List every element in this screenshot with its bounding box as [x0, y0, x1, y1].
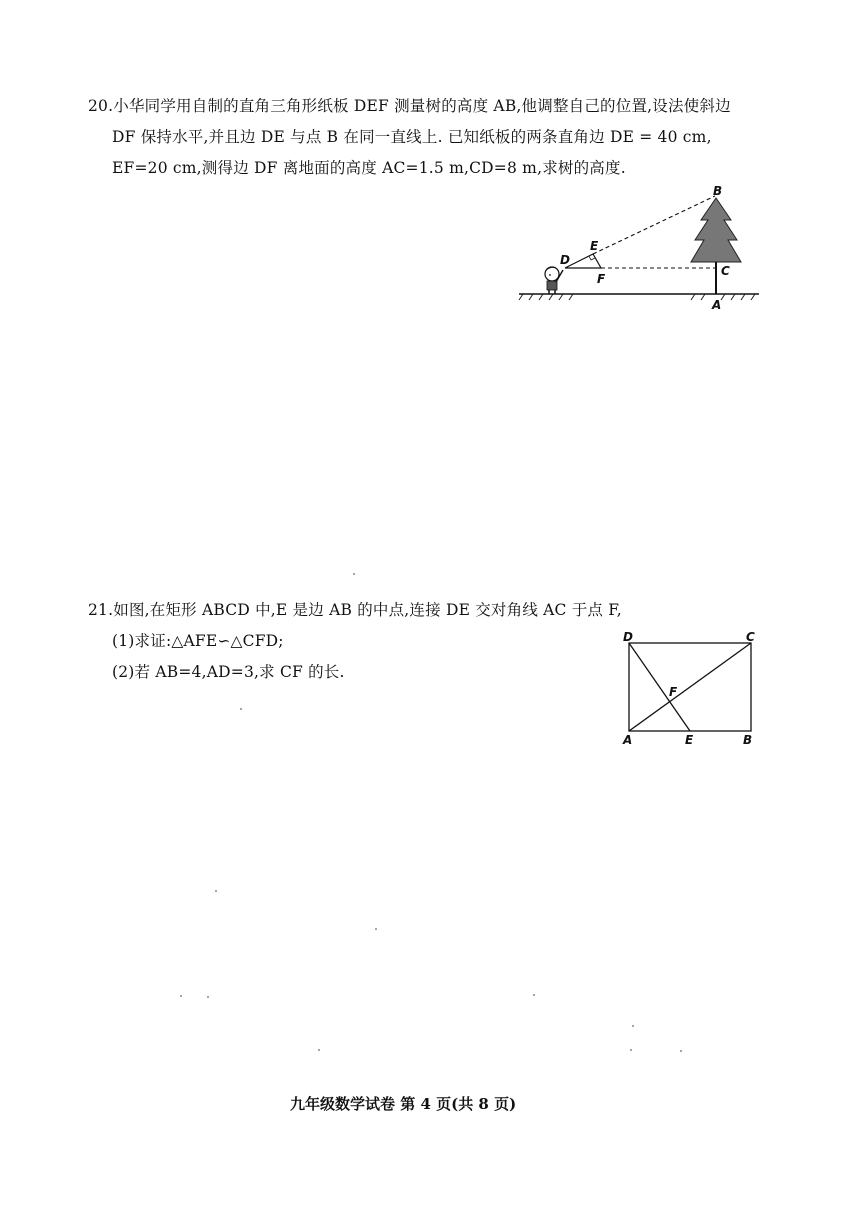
label-b: B	[713, 184, 723, 198]
problem-21-line-1: 21.如图,在矩形 ABCD 中,E 是边 AB 的中点,连接 DE 交对角线 AC 于点 F,	[88, 601, 622, 619]
scan-speck	[632, 1025, 634, 1027]
scan-speck	[207, 996, 209, 998]
problem-21-part-2: (2)若 AB=4,AD=3,求 CF 的长.	[112, 663, 345, 681]
label-d: D	[560, 253, 570, 267]
scan-speck	[240, 708, 242, 710]
rectangle-figure	[615, 628, 765, 750]
sight-line-db	[593, 196, 715, 254]
scan-speck	[318, 1049, 320, 1051]
scan-speck	[375, 928, 377, 930]
scan-speck	[215, 890, 217, 892]
label-e: E	[685, 733, 694, 747]
problem-20-line-3: EF=20 cm,测得边 DF 离地面的高度 AC=1.5 m,CD=8 m,求树的高度.	[112, 159, 626, 177]
scan-speck	[353, 573, 355, 575]
segment-de	[629, 643, 690, 731]
person-icon	[545, 267, 563, 294]
label-e: E	[590, 239, 599, 253]
label-c: C	[721, 264, 730, 278]
label-f: F	[597, 272, 606, 286]
tree-measurement-figure	[515, 182, 765, 317]
diagonal-ac	[629, 643, 751, 731]
scan-speck	[630, 1049, 632, 1051]
page-footer: 九年级数学试卷 第 4 页(共 8 页)	[290, 1095, 517, 1113]
problem-21-part-1: (1)求证:△AFE∽△CFD;	[112, 632, 284, 650]
scan-speck	[180, 995, 182, 997]
problem-20-line-1: 20.小华同学用自制的直角三角形纸板 DEF 测量树的高度 AB,他调整自己的位置,设法使斜边	[88, 97, 731, 115]
problem-20-line-2: DF 保持水平,并且边 DE 与点 B 在同一直线上. 已知纸板的两条直角边 DE = 40 cm,	[112, 128, 712, 146]
label-a: A	[712, 298, 722, 312]
scan-speck	[533, 994, 535, 996]
scan-speck	[680, 1050, 682, 1052]
label-b: B	[743, 733, 753, 747]
tree-icon	[691, 198, 741, 294]
label-a: A	[623, 733, 633, 747]
label-d: D	[623, 630, 633, 644]
label-f: F	[669, 685, 678, 699]
triangle-def	[565, 254, 601, 268]
label-c: C	[746, 630, 755, 644]
